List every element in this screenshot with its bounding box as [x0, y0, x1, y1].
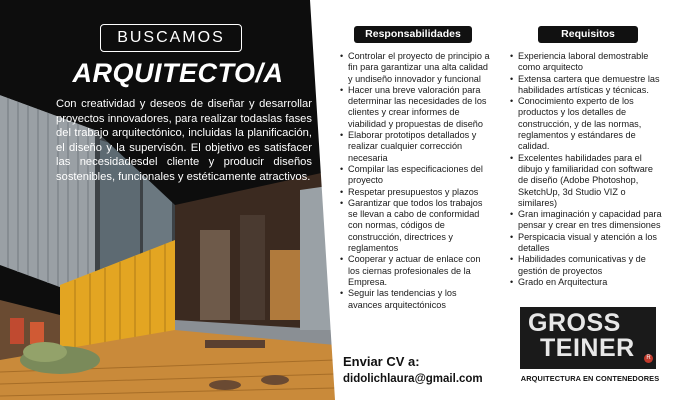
- list-item: • Habilidades comunicativas y de gestión de proyectos: [510, 254, 665, 277]
- list-item: • Respetar presupuestos y plazos: [340, 187, 492, 198]
- list-item: • Cooperar y actuar de enlace con los ciernas profesionales de la Empresa.: [340, 254, 492, 288]
- list-item: • Elaborar prototipos detallados y realizar cualquier corrección necesaria: [340, 130, 492, 164]
- job-description: Con creatividad y deseos de diseñar y desarrollar proyectos innovadores, para realizar todaslas fases del trabajo arquitectónico, incluidas la planificación, el diseño y la supervisón. El objetivo es satisfacer las necesidadesdel cliente y producir diseños sostenibles, funcionales y estéticamente atractivos.: [56, 98, 312, 183]
- contact-email-link[interactable]: didolichlaura@gmail.com: [343, 373, 483, 385]
- logo-text-line2: TEINER: [540, 334, 635, 362]
- list-item: • Conocimiento experto de los productos y los detalles de construcción, y de las normas, reglamentos y estándares de calidad.: [510, 96, 665, 152]
- list-item: • Compilar las especificaciones del proyecto: [340, 164, 492, 187]
- requirements-list: [510, 51, 665, 288]
- list-item: • Hacer una breve valoración para determinar las necesidades de los clientes y crear informes de viabilidad y propuestas de diseño: [340, 85, 492, 130]
- send-cv-label: Enviar CV a:: [343, 354, 420, 369]
- registered-mark-icon: R: [644, 354, 653, 363]
- responsibilities-list: [340, 51, 492, 311]
- company-tagline: ARQUITECTURA EN CONTENEDORES: [520, 374, 660, 383]
- list-item: • Experiencia laboral demostrable como arquitecto: [510, 51, 665, 74]
- list-item: • Gran imaginación y capacidad para pensar y crear en tres dimensiones: [510, 209, 665, 232]
- list-item: • Excelentes habilidades para el dibujo y familiaridad con software de diseño (Adobe Photoshop, SketchUp, 3d Studio VIZ o similares): [510, 153, 665, 209]
- list-item: • Grado en Arquitectura: [510, 277, 665, 288]
- list-item: • Controlar el proyecto de principio a fin para garantizar una alta calidad y undiseño innovador y funcional: [340, 51, 492, 85]
- job-title: ARQUITECTO/A: [72, 58, 284, 88]
- requirements-header: Requisitos: [538, 26, 638, 43]
- responsibilities-section: [340, 26, 492, 311]
- hero-panel: [0, 0, 335, 400]
- company-logo: [520, 307, 656, 369]
- list-item: • Garantizar que todos los trabajos se llevan a cabo de conformidad con normas, códigos de construcción, directrices y reglamentos: [340, 198, 492, 254]
- list-item: • Seguir las tendencias y los avances arquitectónicos: [340, 288, 492, 311]
- list-item: • Perspicacia visual y atención a los detalles: [510, 232, 665, 255]
- logo-text-line1: GROSS: [528, 309, 621, 337]
- seeking-badge: BUSCAMOS: [100, 24, 242, 52]
- list-item: • Extensa cartera que demuestre las habilidades artísticas y técnicas.: [510, 74, 665, 97]
- requirements-section: [510, 26, 665, 288]
- responsibilities-header: Responsabilidades: [354, 26, 472, 43]
